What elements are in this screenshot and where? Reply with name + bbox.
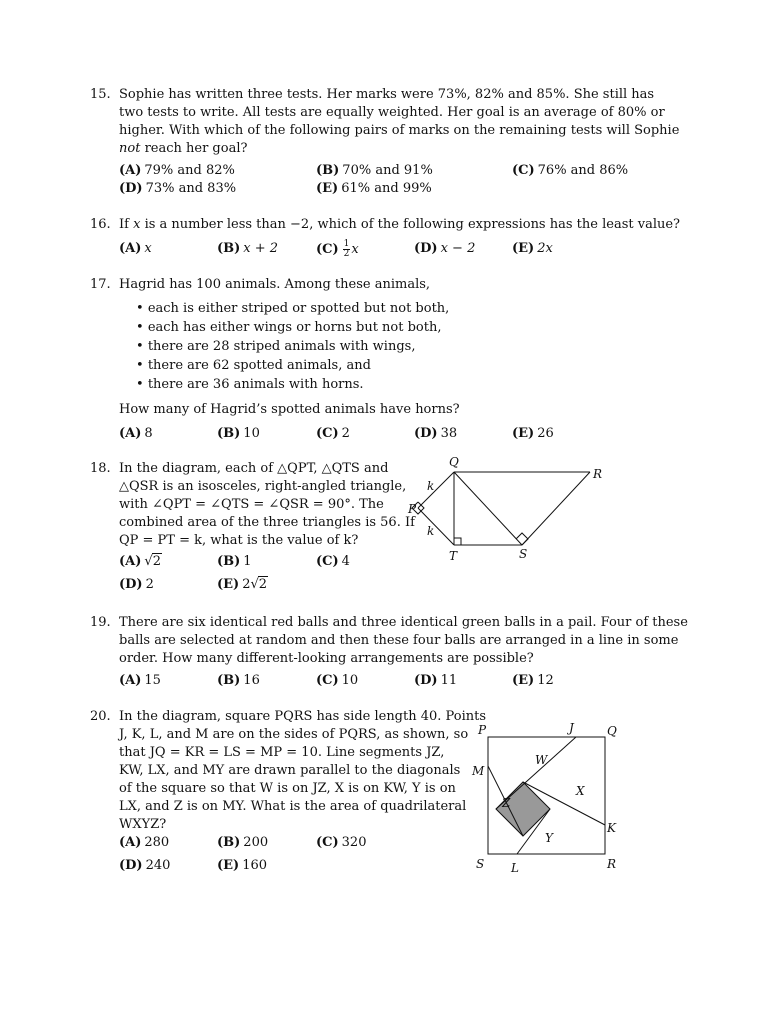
q18-option-a-radicand: 2 [152, 554, 161, 569]
q18-label-t: T [449, 549, 458, 563]
q17-option-d[interactable] [414, 425, 457, 443]
q15-option-e-label: (E) [316, 181, 339, 196]
q15-option-d-label: (D) [119, 181, 143, 196]
q17-option-a-label: (A) [119, 426, 142, 441]
q17-bullet-2 [136, 319, 442, 337]
q20-label-s: S [476, 857, 485, 871]
q17-option-e[interactable] [512, 425, 554, 443]
q18-label-s: S [519, 547, 528, 561]
q16-stem-a: If [119, 217, 134, 232]
q17-bullet-mark-1: • [136, 301, 144, 316]
q20-label-z: Z [502, 796, 511, 810]
q18-right-angle-t [454, 538, 461, 545]
q18-option-a-root-sign: √ [144, 554, 153, 569]
q20-option-c[interactable] [316, 834, 366, 852]
q15-number: 15. [90, 87, 111, 102]
q18-option-d[interactable] [119, 576, 154, 594]
q19-option-b-text: 16 [243, 673, 260, 688]
q17-bullet-text-4: there are 62 spotted animals, and [147, 358, 371, 373]
q19-option-e-label: (E) [512, 673, 535, 688]
q19-option-a[interactable] [119, 672, 161, 690]
q17-bullet-text-2: each has either wings or horns but not both, [147, 320, 442, 335]
q18-label-p: P [408, 502, 417, 516]
q18-option-e[interactable] [217, 576, 268, 594]
q18-segment-qs [454, 472, 522, 545]
q19-option-e-text: 12 [537, 673, 554, 688]
q16-stem [119, 216, 680, 234]
q16-option-d-label: (D) [414, 241, 438, 256]
q17-option-b-text: 10 [243, 426, 260, 441]
q16-option-c[interactable] [316, 240, 359, 259]
q17-bullet-1 [136, 300, 449, 318]
q18-line-4: combined area of the three triangles is 56. If [119, 515, 415, 530]
q20-option-a[interactable] [119, 834, 169, 852]
q20-option-b-label: (B) [217, 835, 241, 850]
q15-option-d[interactable] [119, 180, 236, 198]
q18-option-b-text: 1 [243, 554, 252, 569]
q17-option-e-text: 26 [537, 426, 554, 441]
q20-line-3: that JQ = KR = LS = MP = 10. Line segments JZ, [119, 745, 445, 760]
q15-option-b-text: 70% and 91% [342, 163, 433, 178]
q17-option-d-text: 38 [440, 426, 458, 441]
q18-option-d-text: 2 [145, 577, 154, 592]
q17-bullet-5 [136, 376, 364, 394]
q18-number: 18. [90, 461, 111, 476]
q20-label-q: Q [607, 724, 617, 738]
q16-frac-num: 1 [343, 239, 350, 249]
q16-option-a-label: (A) [119, 241, 142, 256]
q17-option-b[interactable] [217, 425, 260, 443]
q18-option-a[interactable] [119, 553, 162, 571]
q19-option-d-label: (D) [414, 673, 438, 688]
q15-option-e-text: 61% and 99% [341, 181, 432, 196]
q19-option-d[interactable] [414, 672, 457, 690]
q16-option-e[interactable] [512, 240, 553, 258]
q18-option-d-label: (D) [119, 577, 143, 592]
q17-bullet-text-1: each is either striped or spotted but not both, [147, 301, 450, 316]
q20-label-y: Y [545, 831, 553, 845]
q18-option-b[interactable] [217, 553, 252, 571]
q15-line-2: two tests to write. All tests are equally weighted. Her goal is an average of 80% or [119, 105, 665, 120]
q17-stem: Hagrid has 100 animals. Among these animals, [119, 277, 431, 292]
q17-option-d-label: (D) [414, 426, 438, 441]
q16-option-b[interactable] [217, 240, 278, 258]
q17-bullet-text-3: there are 28 striped animals with wings, [147, 339, 416, 354]
q20-option-d-text: 240 [145, 858, 171, 873]
q16-option-d-text: x − 2 [440, 241, 476, 256]
q20-option-a-label: (A) [119, 835, 142, 850]
q18-option-c[interactable] [316, 553, 350, 571]
q17-option-a-text: 8 [144, 426, 153, 441]
q20-square-diagram [465, 715, 625, 880]
q17-bullet-mark-5: • [136, 377, 144, 392]
q17-option-b-label: (B) [217, 426, 241, 441]
q17-option-a[interactable] [119, 425, 153, 443]
q20-option-b-text: 200 [243, 835, 269, 850]
q17-option-c-text: 2 [341, 426, 350, 441]
q20-label-x: X [576, 784, 585, 798]
q15-option-c-text: 76% and 86% [537, 163, 629, 178]
q20-option-d[interactable] [119, 857, 170, 875]
q20-label-l: L [511, 861, 519, 875]
q16-option-d[interactable] [414, 240, 475, 258]
q16-option-e-label: (E) [512, 241, 535, 256]
q17-option-c-label: (C) [316, 426, 339, 441]
q20-line-6: LX, and Z is on MY. What is the area of quadrilateral [119, 799, 467, 814]
q20-option-e-label: (E) [217, 858, 240, 873]
q20-option-d-label: (D) [119, 858, 143, 873]
q18-option-a-label: (A) [119, 554, 142, 569]
q17-bullet-3 [136, 338, 415, 356]
q18-option-c-text: 4 [341, 554, 350, 569]
q16-frac-den: 2 [343, 249, 350, 259]
q18-line-1: In the diagram, each of △QPT, △QTS and [119, 461, 389, 476]
q16-option-e-text: 2x [537, 241, 553, 256]
q18-line-5: QP = PT = k, what is the value of k? [119, 533, 359, 548]
q16-option-b-text: x + 2 [243, 241, 279, 256]
q15-option-c-label: (C) [512, 163, 535, 178]
q20-line-4: KW, LX, and MY are drawn parallel to the diagonals [119, 763, 461, 778]
q15-option-b[interactable] [316, 162, 433, 180]
q18-label-q: Q [449, 455, 459, 469]
q20-option-c-label: (C) [316, 835, 339, 850]
q18-option-e-radicand: 2 [258, 577, 268, 592]
q19-option-e[interactable] [512, 672, 554, 690]
q18-option-b-label: (B) [217, 554, 241, 569]
q18-line-2: △QSR is an isosceles, right-angled triangle, [119, 479, 407, 494]
q18-label-k-top: k [427, 479, 435, 493]
q19-option-b-label: (B) [217, 673, 241, 688]
q19-option-a-text: 15 [144, 673, 161, 688]
q20-line-7: WXYZ? [119, 817, 167, 832]
q17-number: 17. [90, 277, 111, 292]
q19-option-c-text: 10 [341, 673, 359, 688]
q18-line-3: with ∠QPT = ∠QTS = ∠QSR = 90°. The [119, 497, 384, 512]
q20-option-e-text: 160 [242, 858, 268, 873]
q16-option-c-label: (C) [316, 242, 339, 257]
q17-bullet-mark-3: • [136, 339, 144, 354]
q20-label-m: M [472, 764, 485, 778]
q15-option-c[interactable] [512, 162, 628, 180]
q18-label-k-bottom: k [427, 524, 435, 538]
q19-option-a-label: (A) [119, 673, 142, 688]
q18-option-c-label: (C) [316, 554, 339, 569]
q18-segment-sr [522, 472, 590, 545]
q18-right-angle-s [516, 533, 528, 545]
q19-number: 19. [90, 615, 111, 630]
q16-option-c-text: x [351, 242, 359, 257]
q19-option-b[interactable] [217, 672, 260, 690]
q16-stem-var: x [133, 217, 141, 232]
q15-line-4-rest: reach her goal? [140, 141, 248, 156]
q15-line-4 [119, 140, 247, 158]
q16-option-b-label: (B) [217, 241, 241, 256]
q20-option-b[interactable] [217, 834, 268, 852]
q16-stem-b: is a number less than −2, which of the following expressions has the least value? [140, 217, 681, 232]
q19-option-d-text: 11 [440, 673, 458, 688]
q20-label-k: K [607, 821, 616, 835]
q16-number: 16. [90, 217, 111, 232]
q15-option-a-text: 79% and 82% [144, 163, 235, 178]
q15-option-d-text: 73% and 83% [145, 181, 237, 196]
q20-option-e[interactable] [217, 857, 267, 875]
q20-line-2: J, K, L, and M are on the sides of PQRS, as shown, so [119, 727, 469, 742]
q20-option-c-text: 320 [341, 835, 367, 850]
q17-bullet-mark-4: • [136, 358, 144, 373]
q15-line-3: higher. With which of the following pairs of marks on the remaining tests will Sophie [119, 123, 680, 138]
q18-segment-pt [418, 508, 454, 545]
q19-line-3: order. How many different-looking arrangements are possible? [119, 651, 534, 666]
q16-option-a[interactable] [119, 240, 152, 258]
q18-triangle-diagram [400, 450, 610, 570]
q19-option-c-label: (C) [316, 673, 339, 688]
q17-bullet-text-5: there are 36 animals with horns. [147, 377, 364, 392]
q15-not-emphasis: not [119, 141, 141, 156]
q17-bullet-4 [136, 357, 371, 375]
q18-label-r: R [593, 467, 603, 481]
q17-option-e-label: (E) [512, 426, 535, 441]
q17-option-c[interactable] [316, 425, 350, 443]
q20-label-w: W [535, 753, 548, 767]
q20-label-j: J [569, 721, 574, 735]
q15-line-1: Sophie has written three tests. Her marks were 73%, 82% and 85%. She still has [119, 87, 655, 102]
q19-line-1: There are six identical red balls and three identical green balls in a pail. Four of these [119, 615, 688, 630]
q20-option-a-text: 280 [144, 835, 170, 850]
q19-option-c[interactable] [316, 672, 358, 690]
q15-option-b-label: (B) [316, 163, 340, 178]
q20-number: 20. [90, 709, 111, 724]
q18-option-e-label: (E) [217, 577, 240, 592]
q17-bullet-mark-2: • [136, 320, 144, 335]
q18-option-e-root-sign: 2√ [242, 577, 259, 592]
q20-line-5: of the square so that W is on JZ, X is on KW, Y is on [119, 781, 456, 796]
q20-label-p: P [478, 723, 487, 737]
q18-segment-qp [418, 472, 454, 508]
q15-option-e[interactable] [316, 180, 432, 198]
q15-option-a[interactable] [119, 162, 235, 180]
q16-option-c-fraction [343, 240, 351, 259]
q16-option-a-text: x [144, 241, 152, 256]
q17-question: How many of Hagrid’s spotted animals have horns? [119, 402, 460, 417]
q20-line-1: In the diagram, square PQRS has side length 40. Points [119, 709, 487, 724]
q20-label-r: R [607, 857, 617, 871]
q15-option-a-label: (A) [119, 163, 142, 178]
q19-line-2: balls are selected at random and then these four balls are arranged in a line in some [119, 633, 679, 648]
